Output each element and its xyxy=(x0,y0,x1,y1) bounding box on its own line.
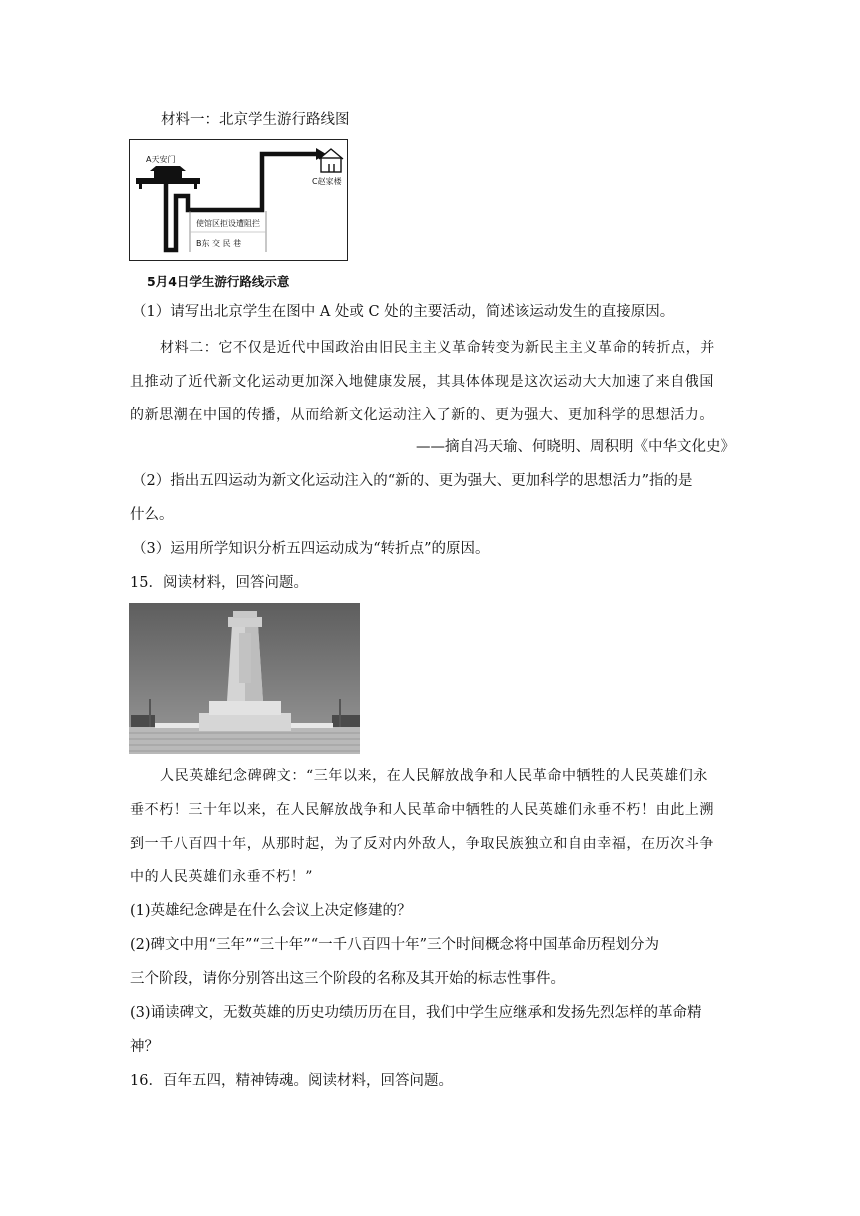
label-a: A天安门 xyxy=(146,155,176,164)
q15-1: (1)英雄纪念碑是在什么会议上决定修建的？ xyxy=(130,903,412,919)
inscription-line4: 中的人民英雄们永垂不朽！” xyxy=(130,869,313,885)
q16-title: 16．百年五四，精神铸魂。阅读材料，回答问题。 xyxy=(130,1073,453,1089)
inscription-line2: 垂不朽！三十年以来，在人民解放战争和人民革命中牺牲的人民英雄们永垂不朽！由此上溯 xyxy=(130,802,714,818)
q15-2-line2: 三个阶段，请你分别答出这三个阶段的名称及其开始的标志性事件。 xyxy=(130,971,565,987)
material2-line2: 且推动了近代新文化运动更加深入地健康发展，其具体体现是这次运动大大加速了来自俄国 xyxy=(130,374,714,390)
q15-title: 15．阅读材料，回答问题。 xyxy=(130,575,308,591)
route-line xyxy=(166,154,316,250)
inscription-line3: 到一千八百四十年，从那时起，为了反对内外敌人，争取民族独立和自由幸福，在历次斗争 xyxy=(130,836,714,852)
material2-line1: 材料二：它不仅是近代中国政治由旧民主主义革命转变为新民主主义革命的转折点，并 xyxy=(160,340,715,356)
label-b-top: 使馆区拒设遭阻拦 xyxy=(196,219,260,228)
q14-1: （1）请写出北京学生在图中 A 处或 C 处的主要活动，简述该运动发生的直接原因。 xyxy=(132,304,675,320)
monument-image xyxy=(129,603,360,754)
label-b-bottom: B东 交 民 巷 xyxy=(196,239,242,248)
route-map-drawing xyxy=(130,140,349,262)
material2-source: ——摘自冯天瑜、何晓明、周积明《中华文化史》 xyxy=(416,439,735,455)
q15-2-line1: (2)碑文中用“三年”“三十年”“一千八百四十年”三个时间概念将中国革命历程划分为 xyxy=(130,937,660,953)
map-caption: 5月4日学生游行路线示意 xyxy=(147,274,290,289)
q15-3-line1: (3)诵读碑文，无数英雄的历史功绩历历在目，我们中学生应继承和发扬先烈怎样的革命精 xyxy=(130,1005,702,1021)
q14-2-line1: （2）指出五四运动为新文化运动注入的“新的、更为强大、更加科学的思想活力”指的是 xyxy=(132,473,693,489)
material2-line3: 的新思潮在中国的传播，从而给新文化运动注入了新的、更为强大、更加科学的思想活力。 xyxy=(130,407,714,423)
q14-2-line2: 什么。 xyxy=(130,507,174,523)
inscription-line1: 人民英雄纪念碑碑文：“三年以来，在人民解放战争和人民革命中牺牲的人民英雄们永 xyxy=(160,768,708,784)
route-map xyxy=(129,139,348,261)
q14-3: （3）运用所学知识分析五四运动成为“转折点”的原因。 xyxy=(132,541,490,557)
label-c: C赵家楼 xyxy=(312,177,342,186)
material1-title: 材料一：北京学生游行路线图 xyxy=(161,112,350,128)
q15-3-line2: 神？ xyxy=(130,1039,159,1055)
monument-photo xyxy=(129,603,360,754)
